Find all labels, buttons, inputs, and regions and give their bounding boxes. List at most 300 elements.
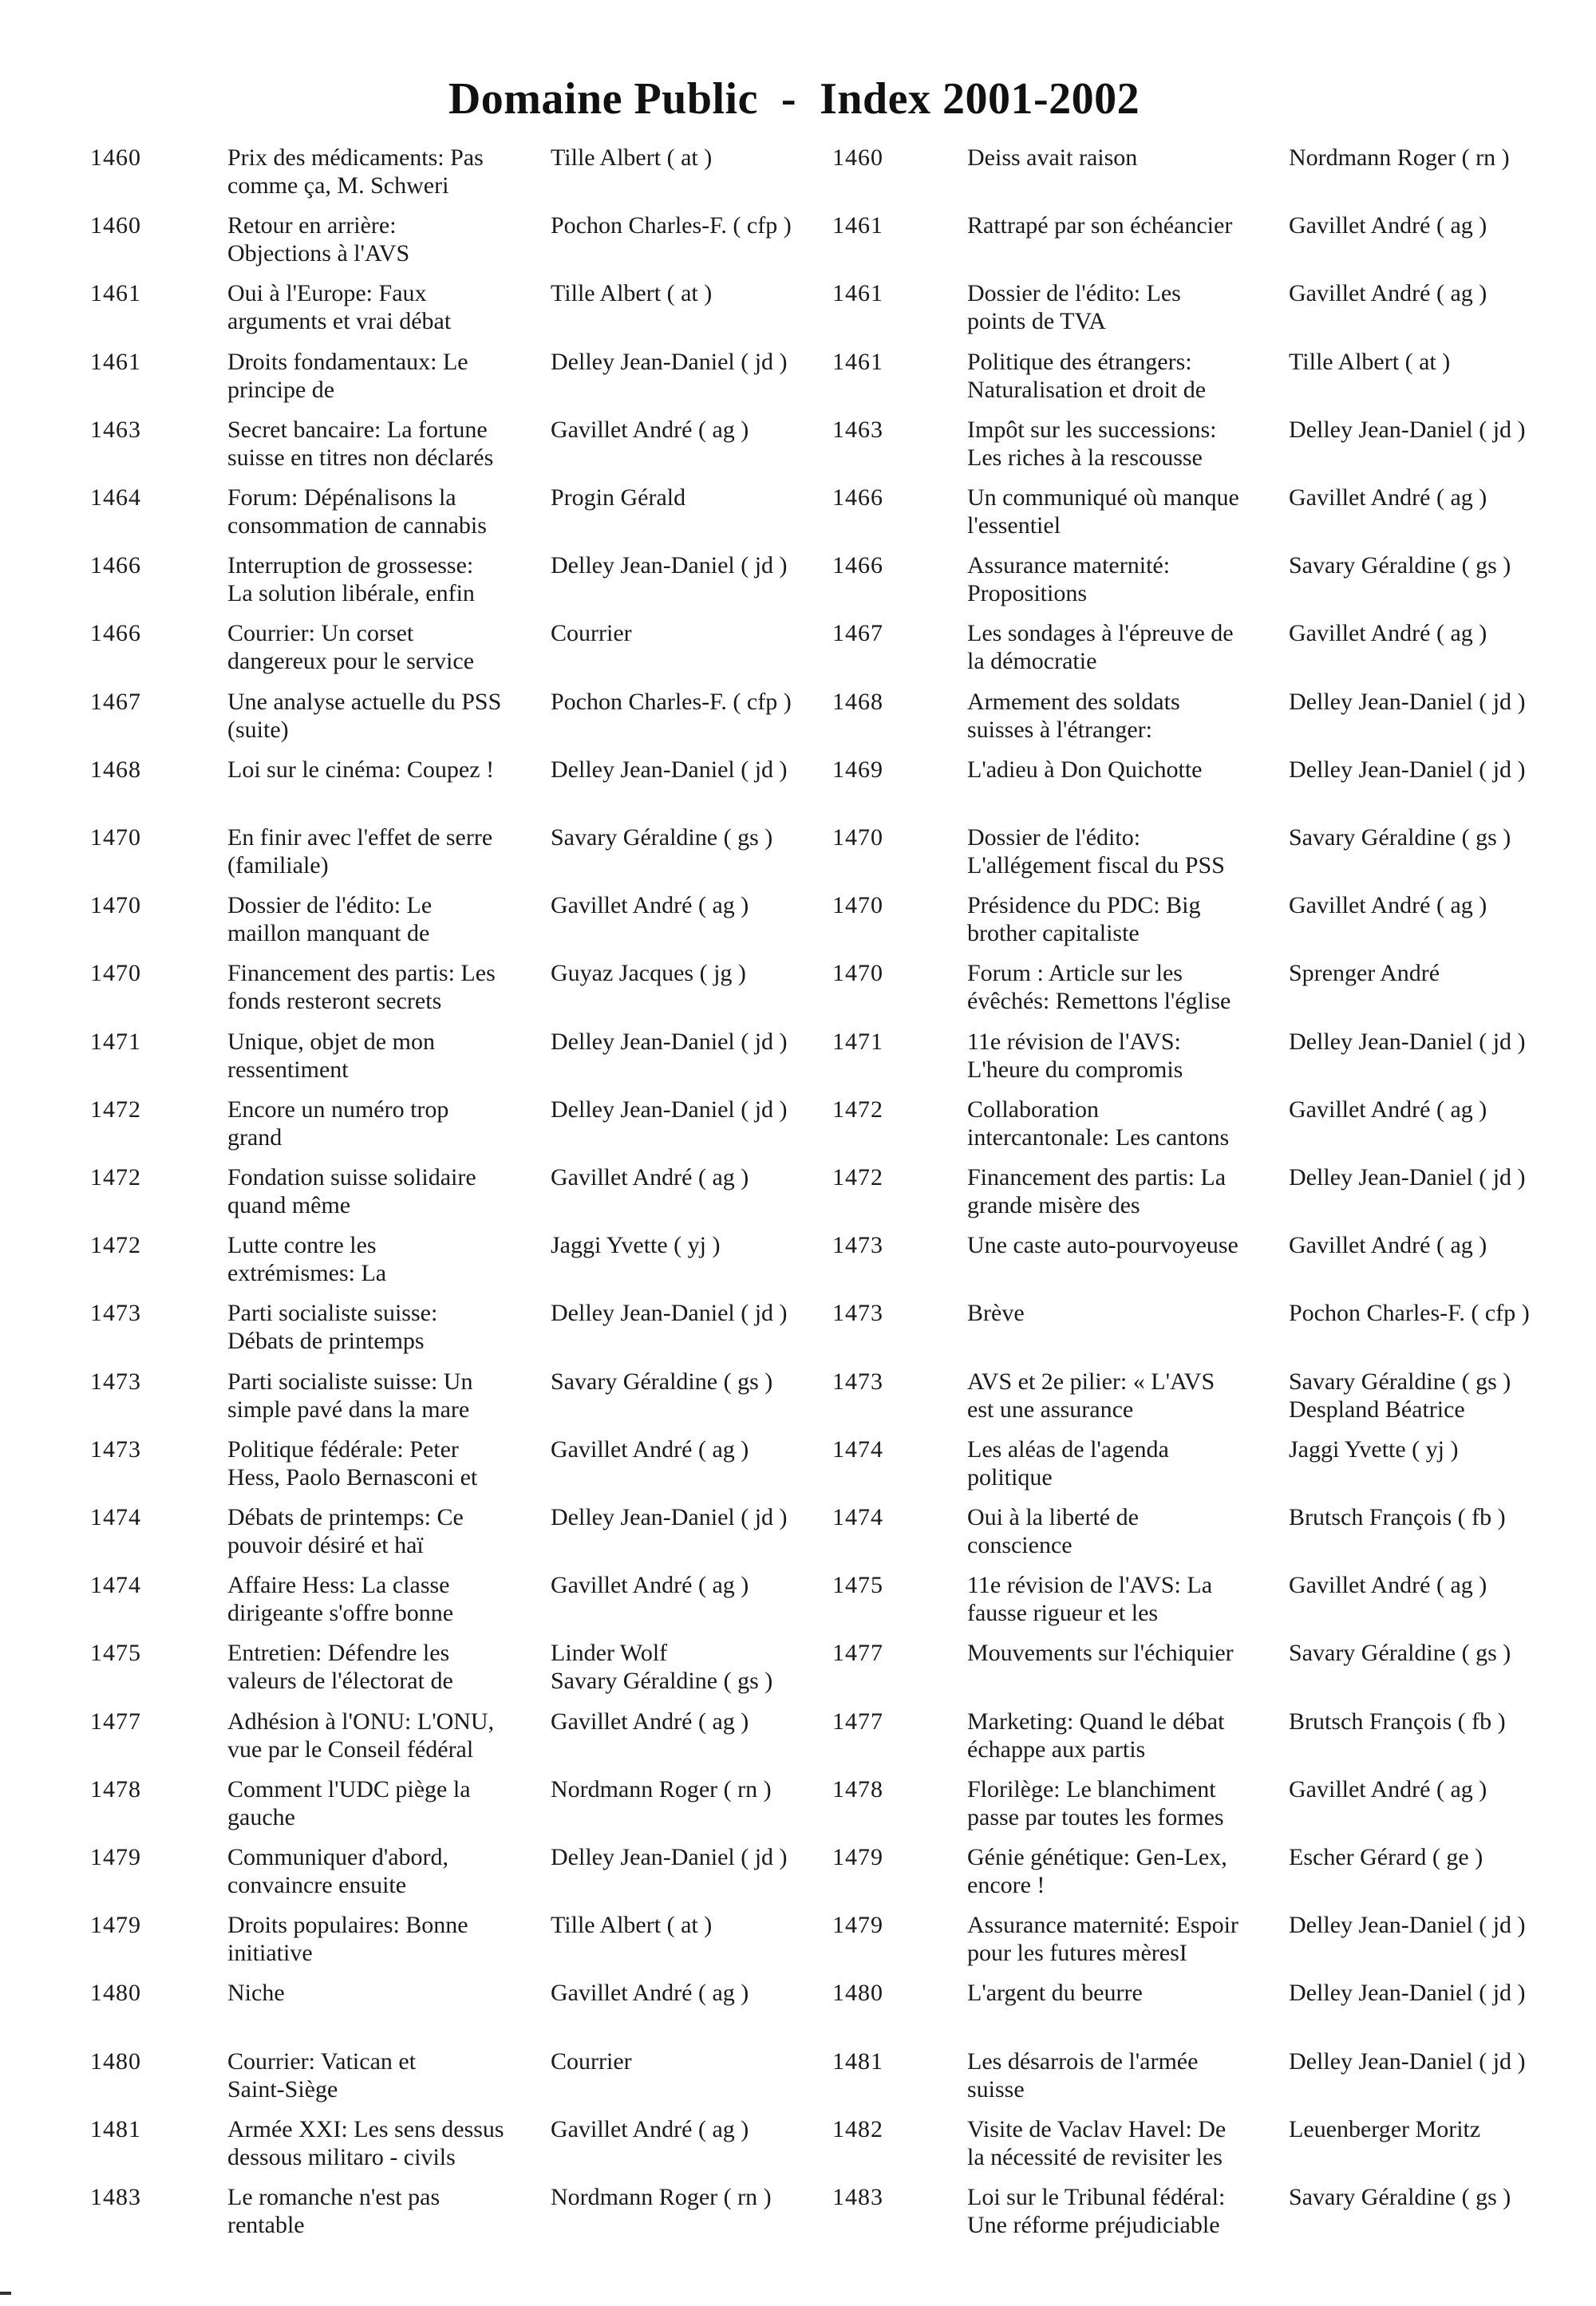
table-row	[0, 1163, 1596, 1230]
right-article-title-line: passe par toutes les formes	[967, 1803, 1224, 1830]
left-issue-number: 1472	[90, 1232, 141, 1259]
right-issue-number: 1470	[832, 824, 883, 851]
table-row	[0, 823, 1596, 890]
left-author	[551, 1911, 838, 1939]
right-author	[1289, 1435, 1596, 1463]
right-issue-number: 1469	[832, 756, 883, 783]
right-issue-number: 1477	[832, 1708, 883, 1735]
right-author-line: Delley Jean-Daniel ( jd )	[1289, 1164, 1526, 1191]
right-article-title-line: évêchés: Remettons l'église	[967, 988, 1231, 1015]
left-article-title-line: fonds resteront secrets	[227, 988, 442, 1015]
right-article-title-line: Loi sur le Tribunal fédéral:	[967, 2184, 1226, 2210]
right-article-title-line: Politique des étrangers:	[967, 348, 1192, 375]
left-article-title	[227, 1231, 535, 1287]
left-author-line: Delley Jean-Daniel ( jd )	[551, 1504, 788, 1530]
left-article-title-line: Une analyse actuelle du PSS	[227, 688, 502, 715]
right-article-title	[967, 1096, 1278, 1151]
right-article-title-line: Deiss avait raison	[967, 144, 1138, 171]
left-article-title-line: dirigeante s'offre bonne	[227, 1600, 454, 1627]
right-author	[1289, 891, 1596, 919]
right-article-title-line: Marketing: Quand le débat	[967, 1708, 1225, 1735]
table-row	[0, 1435, 1596, 1502]
right-author-line: Leuenberger Moritz	[1289, 2115, 1481, 2142]
left-article-title	[227, 1979, 535, 2007]
left-article-title-line: Adhésion à l'ONU: L'ONU,	[227, 1708, 495, 1735]
left-article-title	[227, 688, 535, 744]
left-article-title-line: extrémismes: La	[227, 1260, 387, 1287]
right-article-title-line: l'essentiel	[967, 512, 1061, 539]
right-author-line: Savary Géraldine ( gs )	[1289, 552, 1511, 579]
left-article-title-line: Niche	[227, 1980, 285, 2007]
left-article-title-line: maillon manquant de	[227, 920, 430, 947]
right-article-title-line: Forum : Article sur les	[967, 960, 1183, 987]
right-article-title-line: la nécessité de revisiter les	[967, 2143, 1223, 2170]
left-issue-number: 1474	[90, 1504, 141, 1530]
left-article-title	[227, 1368, 535, 1423]
scan-edge-mark	[0, 2292, 11, 2295]
left-author	[551, 1708, 838, 1735]
left-article-title-line: dangereux pour le service	[227, 648, 475, 675]
right-article-title	[967, 891, 1278, 947]
left-article-title	[227, 279, 535, 335]
right-article-title-line: encore !	[967, 1872, 1045, 1898]
left-author-line: Delley Jean-Daniel ( jd )	[551, 552, 788, 579]
table-row	[0, 756, 1596, 823]
left-author	[551, 1028, 838, 1056]
left-issue-number: 1470	[90, 892, 141, 919]
right-article-title	[967, 416, 1278, 472]
right-article-title	[967, 348, 1278, 404]
index-table	[0, 144, 1596, 2250]
table-row	[0, 1028, 1596, 1095]
left-article-title-line: Armée XXI: Les sens dessus	[227, 2115, 504, 2142]
table-row	[0, 551, 1596, 618]
left-author	[551, 1231, 838, 1259]
left-author-line: Nordmann Roger ( rn )	[551, 2184, 772, 2210]
left-issue-number: 1473	[90, 1435, 141, 1463]
left-author-line: Delley Jean-Daniel ( jd )	[551, 1844, 788, 1870]
right-author-line: Brutsch François ( fb )	[1289, 1708, 1506, 1735]
left-author-line: Delley Jean-Daniel ( jd )	[551, 1096, 788, 1123]
right-author	[1289, 211, 1596, 239]
left-author-line: Delley Jean-Daniel ( jd )	[551, 1028, 788, 1055]
right-issue-number: 1466	[832, 484, 883, 511]
left-article-title-line: quand même	[227, 1192, 351, 1218]
left-issue-number: 1480	[90, 2047, 141, 2075]
left-article-title-line: Courrier: Vatican et	[227, 2047, 417, 2075]
right-article-title-line: Dossier de l'édito: Les	[967, 280, 1181, 307]
right-article-title	[967, 144, 1278, 172]
left-article-title-line: Le romanche n'est pas	[227, 2184, 440, 2210]
right-article-title-line: Impôt sur les successions:	[967, 416, 1217, 443]
right-author	[1289, 1979, 1596, 2007]
table-row	[0, 2047, 1596, 2114]
left-author	[551, 416, 838, 444]
right-author-line: Delley Jean-Daniel ( jd )	[1289, 688, 1526, 715]
left-article-title	[227, 891, 535, 947]
table-row	[0, 1775, 1596, 1842]
right-article-title-line: conscience	[967, 1532, 1073, 1558]
left-author	[551, 1163, 838, 1191]
right-article-title-line: Assurance maternité:	[967, 552, 1171, 579]
left-article-title-line: suisse en titres non déclarés	[227, 444, 494, 471]
table-row	[0, 619, 1596, 686]
left-issue-number: 1480	[90, 1980, 141, 2007]
right-issue-number: 1470	[832, 960, 883, 987]
right-article-title-line: 11e révision de l'AVS:	[967, 1028, 1181, 1055]
left-article-title-line: En finir avec l'effet de serre	[227, 824, 493, 851]
left-author	[551, 619, 838, 647]
right-issue-number: 1473	[832, 1232, 883, 1259]
left-issue-number: 1479	[90, 1912, 141, 1939]
left-article-title	[227, 823, 535, 879]
table-row	[0, 211, 1596, 278]
left-author	[551, 823, 838, 851]
left-issue-number: 1475	[90, 1640, 141, 1667]
left-article-title-line: Communiquer d'abord,	[227, 1844, 449, 1870]
left-article-title	[227, 1911, 535, 1967]
right-author	[1289, 1571, 1596, 1599]
right-author-line: Nordmann Roger ( rn )	[1289, 144, 1510, 171]
left-author	[551, 2183, 838, 2211]
right-article-title-line: Génie génétique: Gen-Lex,	[967, 1844, 1227, 1870]
right-author-line: Savary Géraldine ( gs )	[1289, 1368, 1511, 1395]
right-article-title-line: Oui à la liberté de	[967, 1504, 1139, 1530]
right-author-line: Gavillet André ( ag )	[1289, 280, 1487, 307]
left-article-title	[227, 484, 535, 539]
left-author-line: Gavillet André ( ag )	[551, 1435, 749, 1463]
right-author-line: Jaggi Yvette ( yj )	[1289, 1435, 1459, 1463]
left-article-title	[227, 1775, 535, 1831]
left-issue-number: 1473	[90, 1368, 141, 1395]
left-author-line: Tille Albert ( at )	[551, 1912, 713, 1939]
left-article-title-line: Dossier de l'édito: Le	[227, 892, 433, 919]
table-row	[0, 1708, 1596, 1775]
table-row	[0, 2183, 1596, 2250]
left-author-line: Gavillet André ( ag )	[551, 1164, 749, 1191]
left-author	[551, 1503, 838, 1531]
left-author-line: Courrier	[551, 620, 632, 647]
right-article-title-line: pour les futures mèresI	[967, 1940, 1187, 1967]
left-issue-number: 1463	[90, 416, 141, 443]
left-article-title-line: rentable	[227, 2212, 305, 2238]
right-article-title-line: intercantonale: Les cantons	[967, 1123, 1230, 1151]
left-issue-number: 1464	[90, 484, 141, 511]
left-article-title	[227, 348, 535, 404]
table-row	[0, 1639, 1596, 1706]
left-article-title	[227, 1571, 535, 1627]
left-article-title	[227, 959, 535, 1015]
left-issue-number: 1481	[90, 2115, 141, 2142]
right-issue-number: 1480	[832, 1980, 883, 2007]
left-article-title-line: Prix des médicaments: Pas	[227, 144, 484, 171]
right-issue-number: 1479	[832, 1844, 883, 1870]
right-article-title-line: L'heure du compromis	[967, 1056, 1183, 1083]
right-author	[1289, 1299, 1596, 1327]
left-author-line: Gavillet André ( ag )	[551, 416, 749, 443]
right-issue-number: 1461	[832, 280, 883, 307]
left-article-title	[227, 1843, 535, 1899]
left-issue-number: 1473	[90, 1300, 141, 1327]
right-article-title-line: L'allégement fiscal du PSS	[967, 852, 1225, 879]
right-article-title	[967, 1843, 1278, 1899]
left-article-title-line: grand	[227, 1123, 282, 1151]
right-author-line: Savary Géraldine ( gs )	[1289, 1640, 1511, 1667]
right-issue-number: 1478	[832, 1775, 883, 1803]
table-row	[0, 144, 1596, 211]
right-article-title-line: échappe aux partis	[967, 1735, 1146, 1763]
right-author-line: Gavillet André ( ag )	[1289, 212, 1487, 239]
right-author-line: Gavillet André ( ag )	[1289, 620, 1487, 647]
left-article-title-line: Affaire Hess: La classe	[227, 1572, 450, 1599]
left-issue-number: 1461	[90, 348, 141, 375]
left-article-title-line: gauche	[227, 1803, 295, 1830]
left-issue-number: 1471	[90, 1028, 141, 1055]
right-author	[1289, 619, 1596, 647]
left-issue-number: 1468	[90, 756, 141, 783]
right-article-title-line: 11e révision de l'AVS: La	[967, 1572, 1213, 1599]
right-article-title	[967, 484, 1278, 539]
right-article-title	[967, 1775, 1278, 1831]
left-issue-number: 1470	[90, 960, 141, 987]
left-author	[551, 551, 838, 579]
left-article-title-line: Fondation suisse solidaire	[227, 1164, 476, 1191]
right-article-title	[967, 2183, 1278, 2239]
right-issue-number: 1472	[832, 1096, 883, 1123]
left-issue-number: 1466	[90, 552, 141, 579]
left-author	[551, 688, 838, 716]
left-article-title-line: La solution libérale, enfin	[227, 580, 475, 607]
right-author	[1289, 1096, 1596, 1123]
left-author-line: Tille Albert ( at )	[551, 280, 713, 307]
left-author-line: Courrier	[551, 2047, 632, 2075]
table-row	[0, 2115, 1596, 2182]
right-article-title-line: Les aléas de l'agenda	[967, 1435, 1169, 1463]
right-article-title-line: politique	[967, 1463, 1053, 1491]
right-issue-number: 1483	[832, 2184, 883, 2210]
right-author	[1289, 416, 1596, 444]
left-article-title-line: consommation de cannabis	[227, 512, 487, 539]
right-issue-number: 1471	[832, 1028, 883, 1055]
table-row	[0, 1368, 1596, 1435]
right-author-line: Delley Jean-Daniel ( jd )	[1289, 756, 1526, 783]
table-row	[0, 1979, 1596, 2046]
right-article-title	[967, 211, 1278, 239]
right-article-title-line: Présidence du PDC: Big	[967, 892, 1201, 919]
right-article-title-line: L'argent du beurre	[967, 1980, 1143, 2007]
right-issue-number: 1468	[832, 688, 883, 715]
left-issue-number: 1467	[90, 688, 141, 715]
left-issue-number: 1470	[90, 824, 141, 851]
right-author-line: Gavillet André ( ag )	[1289, 484, 1487, 511]
right-author	[1289, 2115, 1596, 2143]
left-author-line: Gavillet André ( ag )	[551, 1980, 749, 2007]
right-article-title	[967, 1639, 1278, 1667]
left-author-line: Nordmann Roger ( rn )	[551, 1775, 772, 1803]
right-author	[1289, 1231, 1596, 1259]
left-author-line: Gavillet André ( ag )	[551, 892, 749, 919]
left-article-title-line: Unique, objet de mon	[227, 1028, 435, 1055]
table-row	[0, 891, 1596, 958]
right-author-line: Escher Gérard ( ge )	[1289, 1844, 1483, 1870]
right-author-line: Pochon Charles-F. ( cfp )	[1289, 1300, 1530, 1327]
right-author	[1289, 688, 1596, 716]
right-article-title	[967, 1503, 1278, 1559]
left-article-title-line: Droits fondamentaux: Le	[227, 348, 468, 375]
left-article-title-line: ressentiment	[227, 1056, 349, 1083]
left-article-title-line: convaincre ensuite	[227, 1872, 407, 1898]
right-article-title	[967, 959, 1278, 1015]
left-article-title-line: Financement des partis: Les	[227, 960, 496, 987]
right-article-title	[967, 1911, 1278, 1967]
left-issue-number: 1474	[90, 1572, 141, 1599]
right-author	[1289, 1708, 1596, 1735]
right-article-title-line: Financement des partis: La	[967, 1164, 1227, 1191]
right-article-title-line: Mouvements sur l'échiquier	[967, 1640, 1234, 1667]
right-article-title-line: Assurance maternité: Espoir	[967, 1912, 1238, 1939]
left-author	[551, 1979, 838, 2007]
left-article-title-line: Parti socialiste suisse:	[227, 1300, 438, 1327]
left-author-line: Delley Jean-Daniel ( jd )	[551, 348, 788, 375]
right-article-title-line: suisse	[967, 2075, 1025, 2103]
left-article-title-line: dessous militaro - civils	[227, 2143, 456, 2170]
left-article-title-line: Courrier: Un corset	[227, 620, 414, 647]
right-author	[1289, 1843, 1596, 1871]
left-article-title-line: Encore un numéro trop	[227, 1096, 449, 1123]
table-row	[0, 416, 1596, 483]
left-article-title-line: valeurs de l'électorat de	[227, 1668, 453, 1695]
left-article-title-line: Saint-Siège	[227, 2075, 338, 2103]
left-article-title-line: vue par le Conseil fédéral	[227, 1735, 474, 1763]
table-row	[0, 1231, 1596, 1298]
left-article-title-line: Parti socialiste suisse: Un	[227, 1368, 473, 1395]
table-row	[0, 688, 1596, 755]
left-article-title-line: (familiale)	[227, 852, 329, 879]
left-article-title-line: pouvoir désiré et haï	[227, 1532, 424, 1558]
right-author-line: Delley Jean-Daniel ( jd )	[1289, 416, 1526, 443]
right-issue-number: 1479	[832, 1912, 883, 1939]
table-row	[0, 279, 1596, 346]
left-author	[551, 279, 838, 307]
left-author	[551, 1435, 838, 1463]
right-author	[1289, 2183, 1596, 2211]
left-issue-number: 1477	[90, 1708, 141, 1735]
left-article-title-line: Secret bancaire: La fortune	[227, 416, 488, 443]
right-author-line: Gavillet André ( ag )	[1289, 1096, 1487, 1123]
table-row	[0, 1843, 1596, 1910]
left-issue-number: 1466	[90, 620, 141, 647]
right-article-title	[967, 1231, 1278, 1259]
left-author-line: Pochon Charles-F. ( cfp )	[551, 688, 792, 715]
left-author	[551, 2115, 838, 2143]
table-row	[0, 1571, 1596, 1638]
left-article-title-line: Oui à l'Europe: Faux	[227, 280, 427, 307]
right-article-title-line: Collaboration	[967, 1096, 1099, 1123]
right-issue-number: 1470	[832, 892, 883, 919]
left-article-title	[227, 551, 535, 607]
left-article-title-line: Droits populaires: Bonne	[227, 1912, 468, 1939]
table-row	[0, 348, 1596, 415]
left-article-title	[227, 1639, 535, 1695]
left-article-title-line: initiative	[227, 1940, 313, 1967]
left-article-title-line: Entretien: Défendre les	[227, 1640, 450, 1667]
table-row	[0, 1299, 1596, 1366]
left-article-title	[227, 2183, 535, 2239]
right-article-title-line: fausse rigueur et les	[967, 1600, 1159, 1627]
left-article-title-line: Lutte contre les	[227, 1232, 377, 1259]
left-article-title-line: Retour en arrière:	[227, 212, 397, 239]
left-issue-number: 1479	[90, 1844, 141, 1870]
left-author	[551, 1299, 838, 1327]
left-article-title-line: comme ça, M. Schweri	[227, 172, 449, 199]
right-author-line: Delley Jean-Daniel ( jd )	[1289, 1980, 1526, 2007]
right-issue-number: 1477	[832, 1640, 883, 1667]
right-author-line: Despland Béatrice	[1289, 1396, 1465, 1423]
right-article-title	[967, 619, 1278, 675]
right-issue-number: 1472	[832, 1164, 883, 1191]
left-article-title-line: Interruption de grossesse:	[227, 552, 474, 579]
left-author	[551, 484, 838, 511]
right-article-title-line: Une réforme préjudiciable	[967, 2212, 1220, 2238]
left-article-title-line: arguments et vrai débat	[227, 308, 452, 335]
left-author	[551, 1775, 838, 1803]
right-article-title-line: Florilège: Le blanchiment	[967, 1775, 1216, 1803]
right-author-line: Gavillet André ( ag )	[1289, 1232, 1487, 1259]
right-author-line: Savary Géraldine ( gs )	[1289, 824, 1511, 851]
right-issue-number: 1475	[832, 1572, 883, 1599]
left-author	[551, 144, 838, 172]
right-author	[1289, 1503, 1596, 1531]
right-issue-number: 1461	[832, 212, 883, 239]
right-article-title	[967, 1708, 1278, 1763]
table-row	[0, 1911, 1596, 1978]
right-author	[1289, 756, 1596, 784]
left-issue-number: 1460	[90, 212, 141, 239]
right-article-title-line: Un communiqué où manque	[967, 484, 1239, 511]
left-issue-number: 1461	[90, 280, 141, 307]
left-article-title	[227, 416, 535, 472]
left-article-title	[227, 1435, 535, 1491]
left-article-title-line: Débats de printemps	[227, 1328, 425, 1355]
right-article-title	[967, 756, 1278, 784]
left-author	[551, 1571, 838, 1599]
right-author	[1289, 2047, 1596, 2075]
right-article-title-line: L'adieu à Don Quichotte	[967, 756, 1203, 783]
right-article-title-line: Une caste auto-pourvoyeuse	[967, 1232, 1238, 1259]
left-article-title	[227, 1708, 535, 1763]
right-article-title-line: Propositions	[967, 580, 1088, 607]
left-article-title	[227, 2115, 535, 2171]
right-author-line: Gavillet André ( ag )	[1289, 892, 1487, 919]
right-author-line: Tille Albert ( at )	[1289, 348, 1451, 375]
right-author-line: Delley Jean-Daniel ( jd )	[1289, 1028, 1526, 1055]
right-article-title-line: Brève	[967, 1300, 1025, 1327]
right-article-title	[967, 1571, 1278, 1627]
right-article-title	[967, 2115, 1278, 2171]
right-author	[1289, 1911, 1596, 1939]
left-article-title	[227, 756, 535, 784]
right-article-title-line: Les sondages à l'épreuve de	[967, 620, 1234, 647]
left-author-line: Guyaz Jacques ( jg )	[551, 960, 746, 987]
left-author-line: Progin Gérald	[551, 484, 686, 511]
right-author	[1289, 1163, 1596, 1191]
left-author-line: Jaggi Yvette ( yj )	[551, 1232, 721, 1259]
right-author	[1289, 959, 1596, 987]
table-row	[0, 1503, 1596, 1570]
right-article-title-line: la démocratie	[967, 648, 1097, 675]
right-author-line: Gavillet André ( ag )	[1289, 1572, 1487, 1599]
right-issue-number: 1474	[832, 1435, 883, 1463]
